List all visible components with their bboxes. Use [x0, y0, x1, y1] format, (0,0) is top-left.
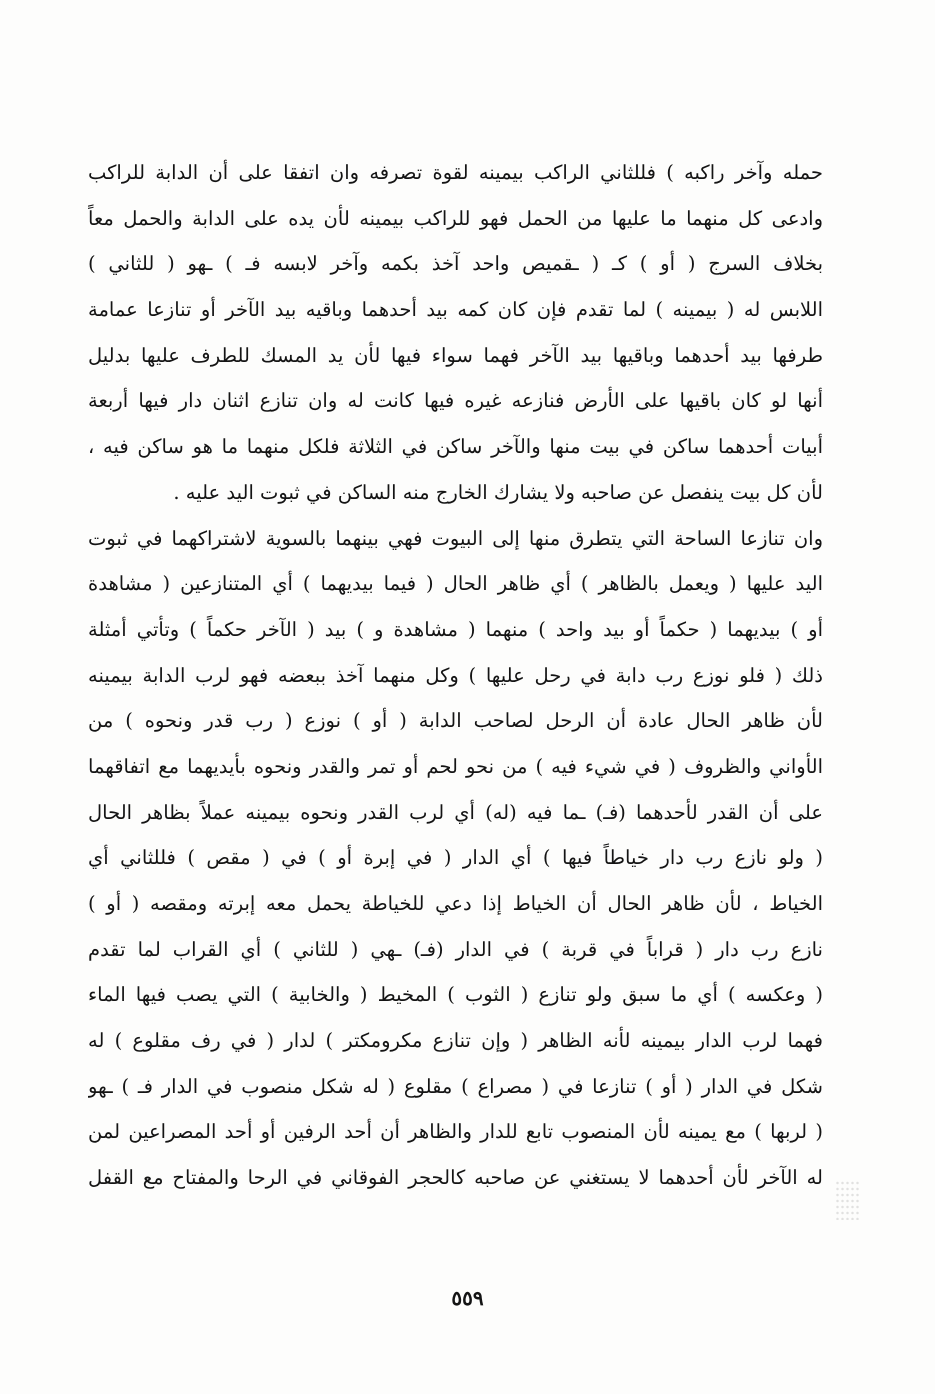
text-line: اليد عليها ( ويعمل بالظاهر ) أي ظاهر الحال ( فيما بيديهما ) أي المتنازعين ( مشاهدة	[88, 572, 823, 596]
text-line: ذلك ( فلو نوزع رب دابة في رحل عليها ) وكل منهما آخذ ببعضه فهو لرب الدابة بيمينه	[88, 663, 823, 687]
body-text	[88, 150, 823, 1201]
text-line: بخلاف السرج ( أو ) كـ ( ـقميص واحد آخذ بكمه وآخر لابسه فـ ) ـهو ( للثاني )	[88, 252, 823, 276]
text-line: ( وعكسه ) أي ما سبق ولو تنازع ( الثوب ) المخيط ( والخابية ) التي يصب فيها الماء	[88, 983, 823, 1007]
text-line: أبيات أحدهما ساكن في بيت منها والآخر ساكن في الثلاثة فلكل منهما ما هو ساكن فيه ،	[88, 435, 823, 459]
text-line: ( ولو نازع رب دار خياطاً فيها ) أي الدار ( في إبرة أو ) في ( مقص ) فللثاني أي	[88, 846, 823, 870]
scan-speck	[835, 1180, 861, 1220]
text-line: لأن كل بيت ينفصل عن صاحبه ولا يشارك الخارج منه الساكن في ثبوت اليد عليه .	[173, 480, 823, 504]
text-line: ( لربها ) مع يمينه لأن المنصوب تابع للدار والظاهر أن أحد الرفين أو أحد المصراعين لمن	[88, 1120, 823, 1144]
page-number: ٥٥٩	[451, 1286, 484, 1310]
text-line: على أن القدر لأحدهما (فـ) ـما فيه (له) أي لرب القدر ونحوه بيمينه عملاً بظاهر الحال	[88, 800, 823, 824]
text-line: اللابس له ( بيمينه ) لما تقدم فإن كان كمه بيد أحدهما وباقيه بيد الآخر أو تنازعا عمامة	[88, 298, 823, 322]
text-line: فهما لرب الدار بيمينه لأنه الظاهر ( وإن تنازع مكرومكتر ) لدار ( في رف مقلوع ) له	[88, 1029, 823, 1053]
text-line: نازع رب دار ( قراباً في قربة ) في الدار (فـ) ـهي ( للثاني ) أي القراب لما تقدم	[88, 937, 823, 961]
text-line: طرفها بيد أحدهما وباقيها بيد الآخر فهما سواء فيها لأن يد المسك للطرف عليها بدليل	[88, 343, 823, 367]
text-line: وان تنازعا الساحة التي يتطرق منها إلى البيوت فهي بينهما بالسوية لاشتراكهما في ثبوت	[88, 526, 823, 550]
text-line: وادعى كل منهما ما عليها من الحمل فهو للراكب بيمينه لأن يده على الدابة والحمل معاً	[88, 206, 823, 230]
text-line: أنها لو كان باقيها على الأرض فنازعه غيره فيها كانت له وان تنازع اثنان دار فيها أربعة	[88, 389, 823, 413]
text-line: له الآخر لأن أحدهما لا يستغني عن صاحبه كالحجر الفوقاني في الرحا والمفتاح مع القفل	[88, 1166, 823, 1190]
text-line: الأواني والظروف ( في شيء فيه ) من نحو لحم أو تمر والقدر ونحوه بأيديهما مع اتفاقهما	[88, 754, 823, 778]
text-line: شكل في الدار ( أو ) تنازعا في ( مصراع ) مقلوع ( له شكل منصوب في الدار فـ ) ـهو	[88, 1074, 823, 1098]
text-line: أو ) بيديهما ( حكماً أو بيد واحد ) منهما ( مشاهدة و ) بيد ( الآخر حكماً ) وتأتي أمثلة	[88, 617, 823, 641]
text-line: حمله وآخر راكبه ) فللثاني الراكب بيمينه لقوة تصرفه وان اتفقا على أن الدابة للراكب	[88, 161, 823, 184]
text-line: الخياط ، لأن ظاهر الحال أن الخياط إذا دعي للخياطة يحمل معه إبرته ومقصه ( أو )	[88, 892, 823, 915]
text-line: لأن ظاهر الحال عادة أن الرحل لصاحب الدابة ( أو ) نوزع ( رب قدر ونحوه ) من	[88, 709, 823, 733]
